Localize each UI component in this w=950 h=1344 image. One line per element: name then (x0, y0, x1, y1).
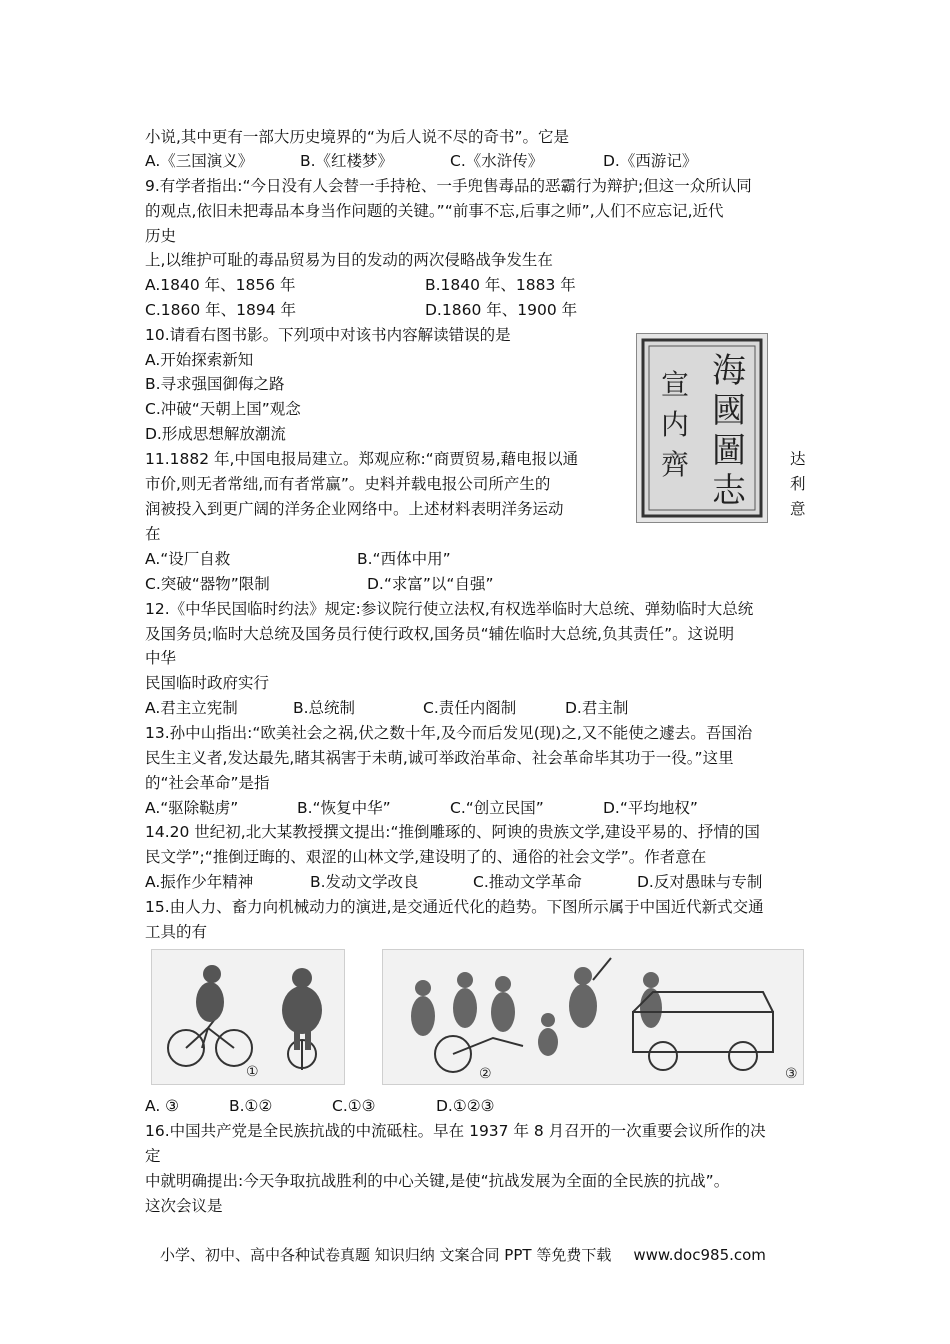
q11-line-2: 市价,则无者常绌,而有者常赢”。史料并载电报公司所产生的 (145, 475, 551, 493)
book-cover-seal-script (637, 334, 767, 522)
q16-line-1: 16.中国共产党是全民族抗战的中流砥柱。早在 1937 年 8 月召开的一次重要会议所作的决 (145, 1122, 766, 1140)
q14-line-1: 14.20 世纪初,北大某教授撰文提出:“推倒雕琢的、阿谀的贵族文学,建设平易的、抒情的国 (145, 823, 760, 841)
page-footer (160, 1245, 766, 1265)
q13-option-b: B.“恢复中华” (297, 799, 391, 817)
q11-line-1: 11.1882 年,中国电报局建立。郑观应称:“商贾贸易,藉电报以通 (145, 450, 579, 468)
q11-right-word-3: 意 (790, 500, 806, 518)
q13-option-a: A.“驱除鞑虏” (145, 799, 239, 817)
q14-line-2: 民文学”;“推倒迂晦的、艰涩的山林文学,建设明了的、通俗的社会文学”。作者意在 (145, 848, 707, 866)
street-scene-illustration (382, 949, 804, 1085)
q8-option-c: C.《水浒传》 (450, 152, 544, 170)
q11-line-3: 润被投入到更广阔的洋务企业网络中。上述材料表明洋务运动 (145, 500, 564, 518)
q14-option-d: D.反对愚昧与专制 (637, 873, 763, 891)
book-cover-image (636, 333, 768, 523)
book-title-char-1: 海 (712, 351, 746, 391)
q12-line-1: 12.《中华民国临时约法》规定:参议院行使立法权,有权选举临时大总统、弹劾临时大总统 (145, 600, 754, 618)
q15-option-b: B.①② (229, 1097, 273, 1115)
q15-line-2: 工具的有 (145, 923, 208, 941)
figure-label-1: ① (246, 1064, 259, 1080)
q9-line-2: 的观点,依旧未把毒品本身当作问题的关键。”“前事不忘,后事之师”,人们不应忘记,近代 (145, 202, 724, 220)
book-title-char-4: 志 (712, 471, 746, 511)
figure-label-3: ③ (785, 1066, 798, 1082)
q12-option-b: B.总统制 (293, 699, 356, 717)
q9-option-c: C.1860 年、1894 年 (145, 301, 296, 319)
q10-option-d: D.形成思想解放潮流 (145, 425, 286, 443)
q12-line-2: 及国务员;临时大总统及国务员行使行政权,国务员“辅佐临时大总统,负其责任”。这说明 (145, 625, 735, 643)
q14-option-b: B.发动文学改良 (310, 873, 419, 891)
q11-option-c: C.突破“器物”限制 (145, 575, 270, 593)
figure-label-2: ② (479, 1066, 492, 1082)
q11-line-4: 在 (145, 525, 161, 543)
q12-option-d: D.君主制 (565, 699, 629, 717)
q13-line-3: 的“社会革命”是指 (145, 774, 270, 792)
book-side-char-2: 内 (660, 408, 690, 441)
q9-option-b: B.1840 年、1883 年 (425, 276, 576, 294)
q9-line-3: 历史 (145, 227, 177, 245)
q13-line-1: 13.孙中山指出:“欧美社会之祸,伏之数十年,及今而后发见(现)之,又不能使之遽去。吾国治 (145, 724, 753, 742)
bicycle-drawing (152, 950, 344, 1084)
q13-option-d: D.“平均地权” (603, 799, 698, 817)
q12-option-c: C.责任内阁制 (423, 699, 517, 717)
q11-right-word-2: 利 (790, 475, 806, 493)
street-scene-drawing (383, 950, 803, 1084)
bicycle-illustration (151, 949, 345, 1085)
q15-option-a: A. ③ (145, 1097, 180, 1115)
footer-url[interactable]: www.doc985.com (633, 1246, 766, 1264)
q9-line-4: 上,以维护可耻的毒品贸易为目的发动的两次侵略战争发生在 (145, 251, 553, 269)
q8-option-d: D.《西游记》 (603, 152, 698, 170)
q10-option-c: C.冲破“天朝上国”观念 (145, 400, 301, 418)
q15-option-c: C.①③ (332, 1097, 376, 1115)
q12-line-3: 中华 (145, 649, 177, 667)
q11-option-a: A.“设厂自救 (145, 550, 231, 568)
book-title-char-3: 圖 (712, 431, 746, 471)
q12-option-a: A.君主立宪制 (145, 699, 238, 717)
q16-line-3: 中就明确提出:今天争取抗战胜利的中心关键,是使“抗战发展为全面的全民族的抗战”。 (145, 1172, 730, 1190)
q10-option-a: A.开始探索新知 (145, 351, 254, 369)
book-side-char-3: 齊 (660, 448, 690, 481)
q14-option-c: C.推动文学革命 (473, 873, 582, 891)
q13-line-2: 民生主义者,发达最先,睹其祸害于未萌,诚可举政治革命、社会革命毕其功于一役。”这里 (145, 749, 734, 767)
q9-line-1: 9.有学者指出:“今日没有人会替一手持枪、一手兜售毒品的恶霸行为辩护;但这一众所认同 (145, 177, 752, 195)
book-title-char-2: 國 (712, 391, 746, 431)
q15-option-d: D.①②③ (436, 1097, 495, 1115)
q11-option-b: B.“西体中用” (357, 550, 451, 568)
q15-line-1: 15.由人力、畜力向机械动力的演进,是交通近代化的趋势。下图所示属于中国近代新式交通 (145, 898, 764, 916)
q14-option-a: A.振作少年精神 (145, 873, 254, 891)
q12-line-4: 民国临时政府实行 (145, 674, 270, 692)
q10-option-b: B.寻求强国御侮之路 (145, 375, 285, 393)
q16-line-4: 这次会议是 (145, 1197, 223, 1215)
book-side-char-1: 宣 (660, 368, 690, 401)
footer-text: 小学、初中、高中各种试卷真题 知识归纳 文案合同 PPT 等免费下载 (160, 1246, 612, 1264)
q10-stem: 10.请看右图书影。下列项中对该书内容解读错误的是 (145, 326, 511, 344)
q16-line-2: 定 (145, 1147, 161, 1165)
q13-option-c: C.“创立民国” (450, 799, 544, 817)
q11-option-d: D.“求富”以“自强” (367, 575, 494, 593)
q8-option-a: A.《三国演义》 (145, 152, 254, 170)
q11-right-word-1: 达 (790, 450, 806, 468)
q9-option-d: D.1860 年、1900 年 (425, 301, 578, 319)
q9-option-a: A.1840 年、1856 年 (145, 276, 296, 294)
q8-option-b: B.《红楼梦》 (300, 152, 394, 170)
q8-stem: 小说,其中更有一部大历史境界的“为后人说不尽的奇书”。它是 (145, 128, 569, 146)
